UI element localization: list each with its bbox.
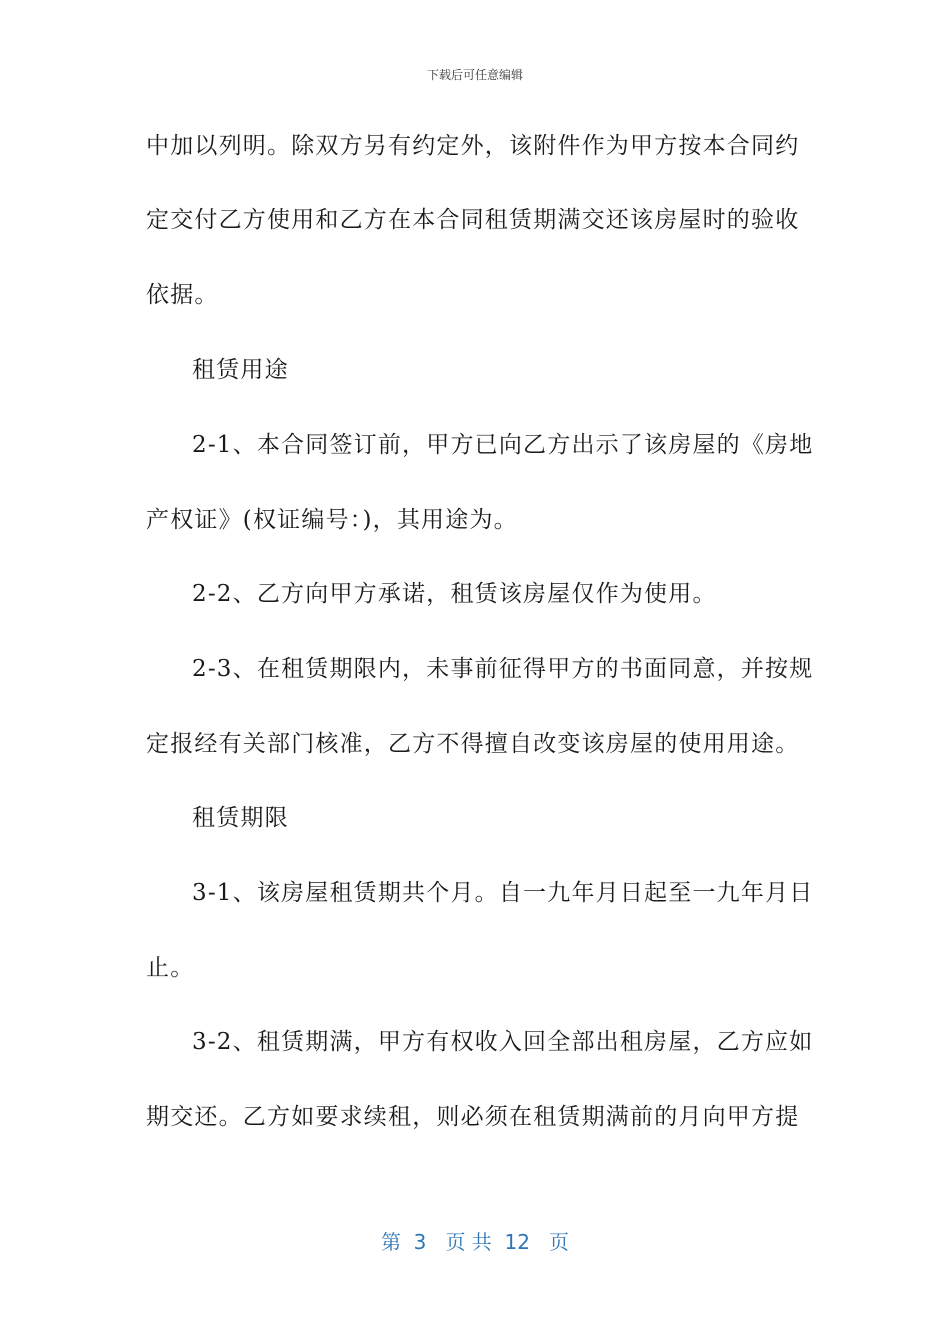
text-line: 止。	[146, 955, 195, 981]
text-line: 期交还。乙方如要求续租，则必须在租赁期满前的月向甲方提	[146, 1104, 800, 1130]
text-line: 依据。	[146, 282, 219, 308]
text-line: 2-2、乙方向甲方承诺，租赁该房屋仅作为使用。	[192, 581, 717, 607]
text-line: 定报经有关部门核准，乙方不得擅自改变该房屋的使用用途。	[146, 731, 800, 757]
text-line: 定交付乙方使用和乙方在本合同租赁期满交还该房屋时的验收	[146, 207, 800, 233]
text-line: 产权证》(权证编号：)，其用途为。	[146, 507, 518, 533]
text-line: 2-1、本合同签订前，甲方已向乙方出示了该房屋的《房地	[192, 432, 814, 458]
section-heading: 租赁用途	[192, 357, 289, 383]
page-header: 下载后可任意编辑	[426, 68, 523, 82]
section-heading: 租赁期限	[192, 805, 289, 831]
text-line: 中加以列明。除双方另有约定外，该附件作为甲方按本合同约	[146, 133, 800, 159]
text-line: 3-2、租赁期满，甲方有权收入回全部出租房屋，乙方应如	[192, 1029, 814, 1055]
text-line: 2-3、在租赁期限内，未事前征得甲方的书面同意，并按规	[192, 656, 814, 682]
page-number-footer: 第 3 页 共 12 页	[380, 1230, 570, 1254]
text-line: 3-1、该房屋租赁期共个月。自一九年月日起至一九年月日	[192, 880, 814, 906]
